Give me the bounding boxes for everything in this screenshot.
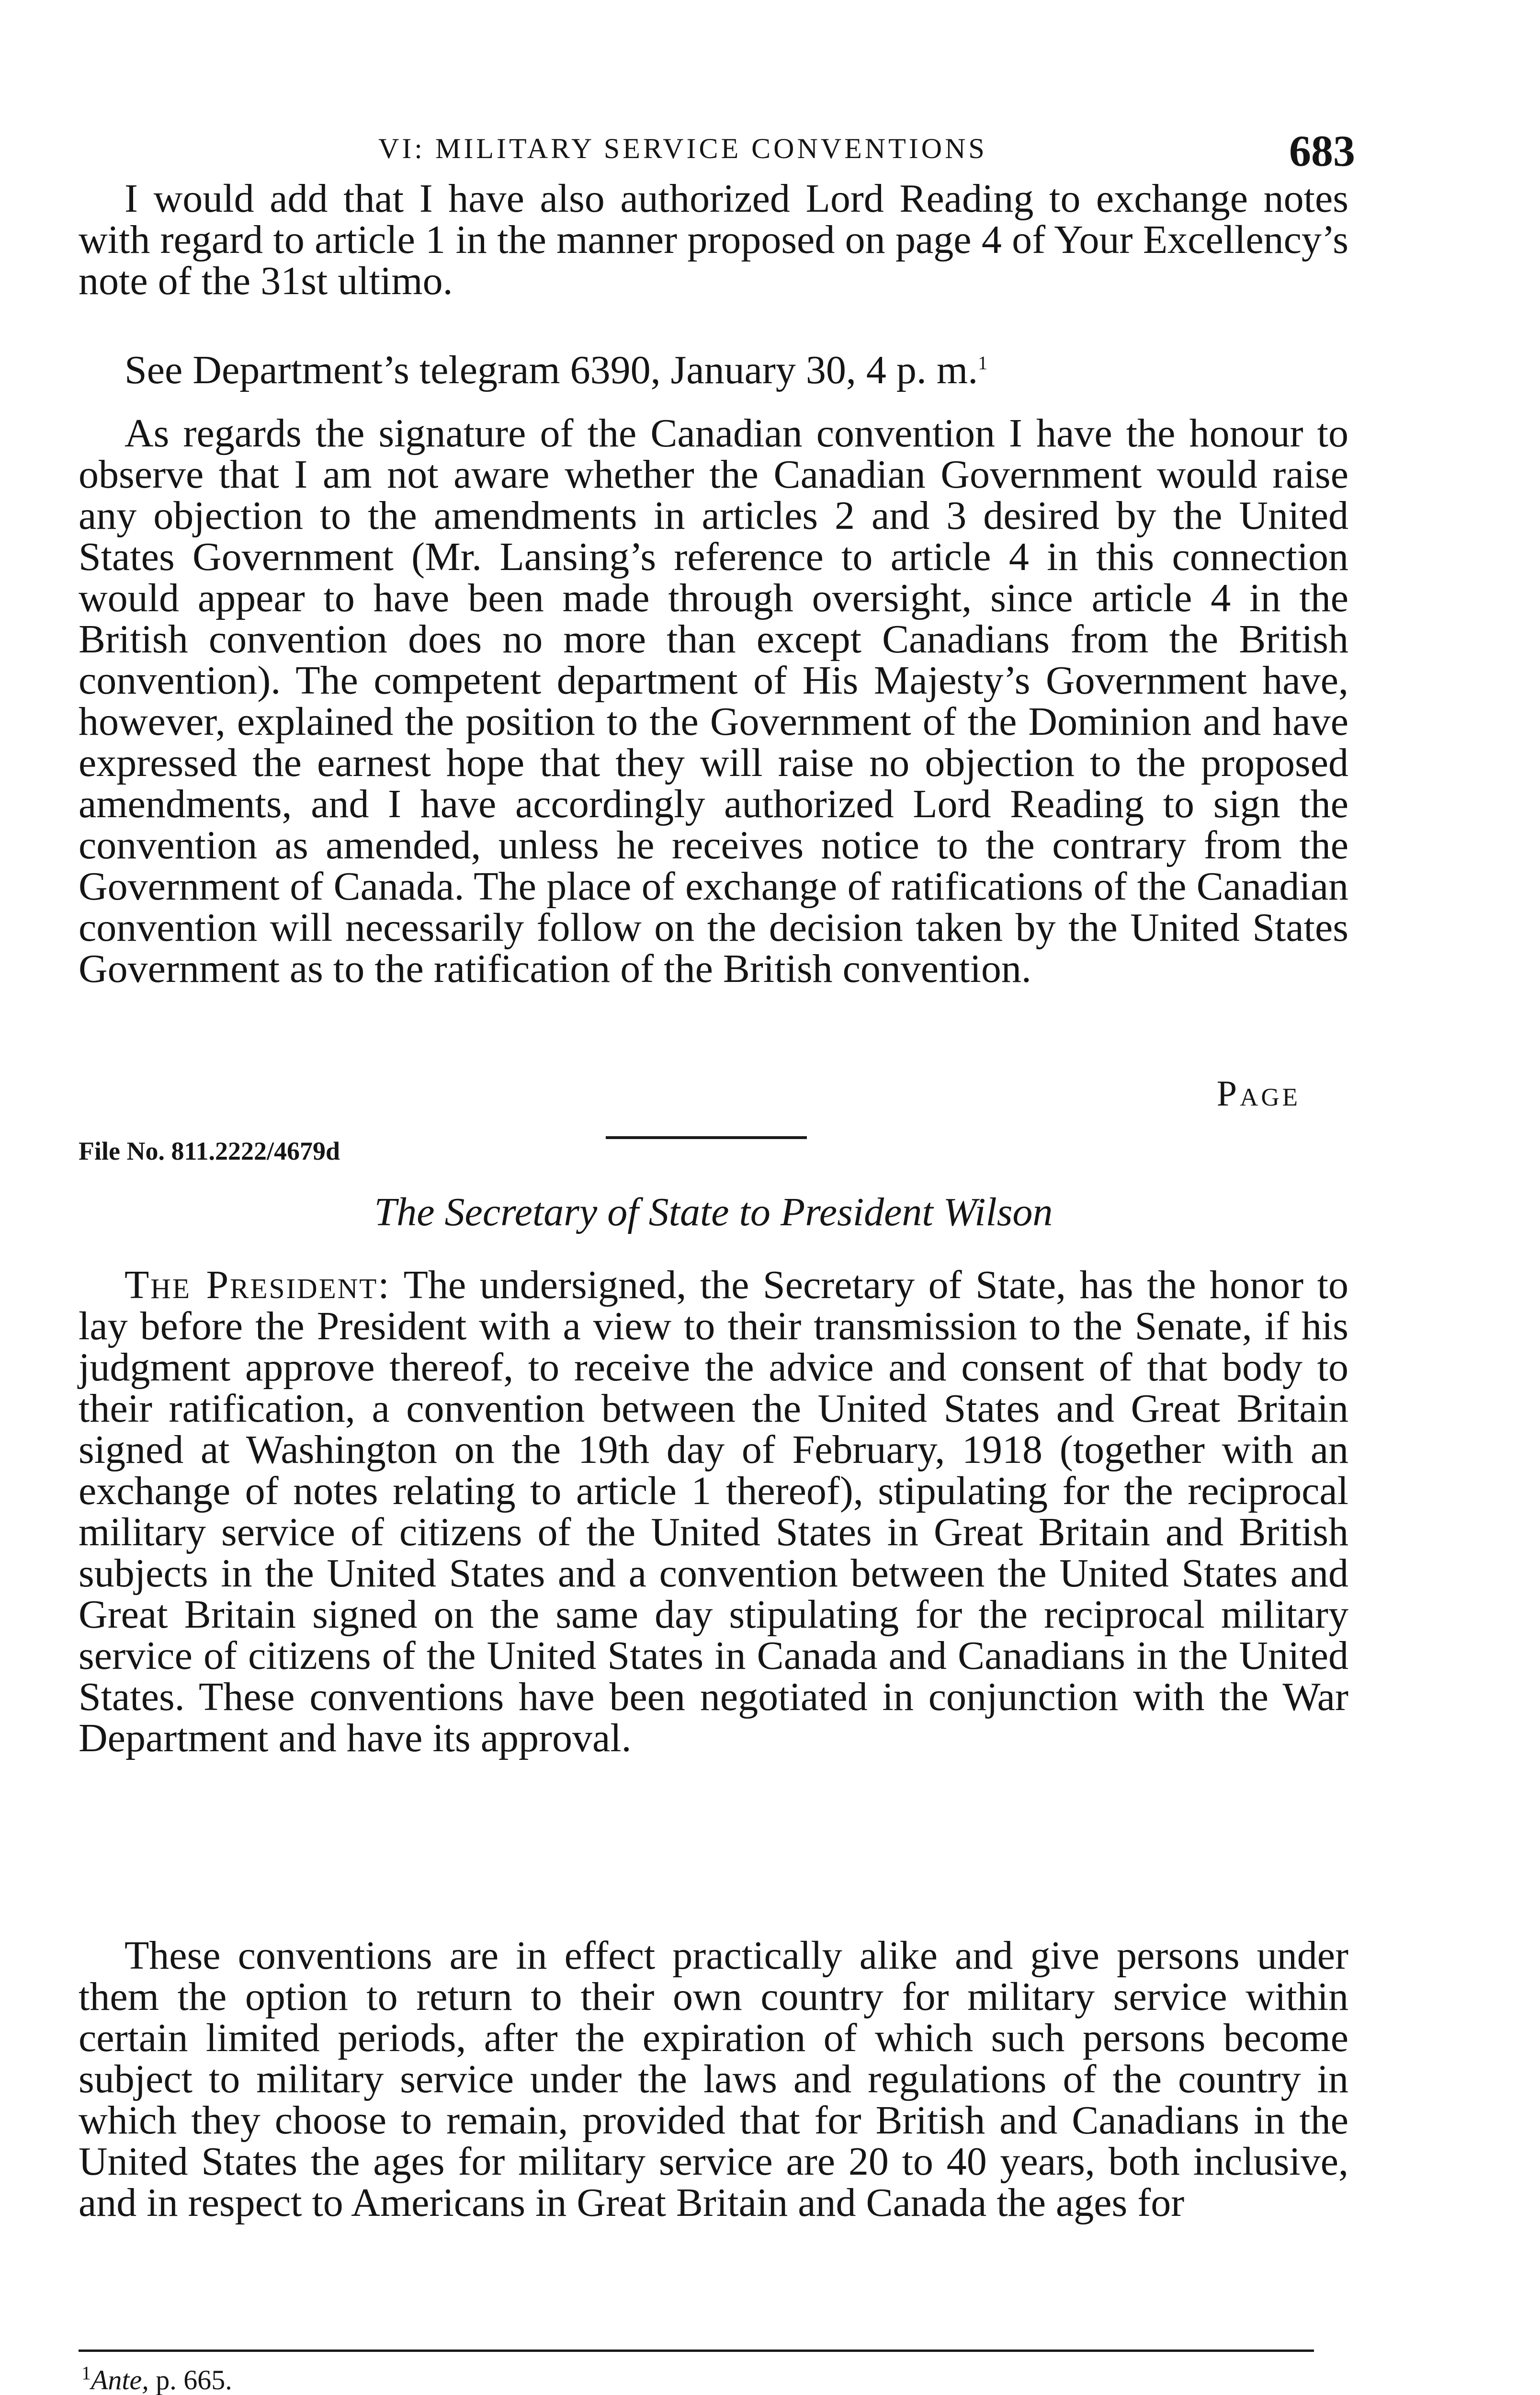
footnote [81,2364,232,2395]
file-number: File No. 811.2222/4679d [79,1137,340,1165]
salutation: The President: [125,1263,391,1307]
running-head: VI: MILITARY SERVICE CONVENTIONS [378,133,987,164]
letter-paragraph-2: These conventions are in effect practically alike and give persons under them the option to return to their own country for military service within certain limited periods, after the expiration of which such persons become subject to military service under the laws and regulations of the country in which they choose to remain, provided that for British and Canadians in the United States the ages for military service are 20 to 40 years, both inclusive, and in respect to Americans in Great Britain and Canada the ages for [79,1933,1348,2225]
paragraph-2-text: See Department’s telegram 6390, January 30, 4 p. m. [125,348,978,392]
paragraph-1: I would add that I have also authorized Lord Reading to exchange notes with regard to article 1 in the manner proposed on page 4 of Your Excellency’s note of the 31st ultimo. [79,176,1348,303]
letter-paragraph-1 [79,1265,1348,1759]
footnote-divider [79,2349,1314,2352]
footnote-ante: Ante, [91,2364,149,2395]
letter-paragraph-1-text: The undersigned, the Secretary of State, has the honor to lay before the President with a view to their transmission to the Senate, if his judgment approve thereof, to receive the advice and consent of that body to their ratification, a convention between the United States and Great Britain signed at Washington on the 19th day of February, 1918 (together with an exchange of notes relating to article 1 thereof), stipulating for the reciprocal military service of citizens of the United States in Great Britain and British subjects in the United States and a convention between the United States and Great Britain signed on the same day stipulating for the reciprocal military service of citizens of the United States in Canada and Canadians in the United States. These conventions have been negotiated in conjunction with the War Department and have its approval. [79,1263,1348,1760]
paragraph-3: As regards the signature of the Canadian convention I have the honour to observe that I am not aware whether the Canadian Government would raise any objection to the amendments in articles 2 and 3 desired by the United States Government (Mr. Lansing’s reference to article 4 in this connection would appear to have been made through oversight, since article 4 in the British convention does no more than except Canadians from the British convention). The competent department of His Majesty’s Government have, however, explained the position to the Government of the Dominion and have expressed the earnest hope that they will raise no objection to the proposed amendments, and I have accordingly authorized Lord Reading to sign the convention as amended, unless he receives notice to the contrary from the Government of Canada. The place of exchange of ratifications of the Canadian convention will necessarily follow on the decision taken by the United States Government as to the ratification of the British convention. [79,411,1348,991]
footnote-marker: 1 [81,2362,91,2384]
page-number: 683 [1289,126,1355,175]
footnote-reference: 1 [978,352,988,374]
section-divider [606,1136,807,1139]
paragraph-2 [79,350,1348,391]
document-heading: The Secretary of State to President Wilson [374,1190,1053,1234]
signature: Page [1216,1073,1301,1114]
footnote-text: p. 665. [148,2364,232,2395]
page-header [77,125,1360,178]
